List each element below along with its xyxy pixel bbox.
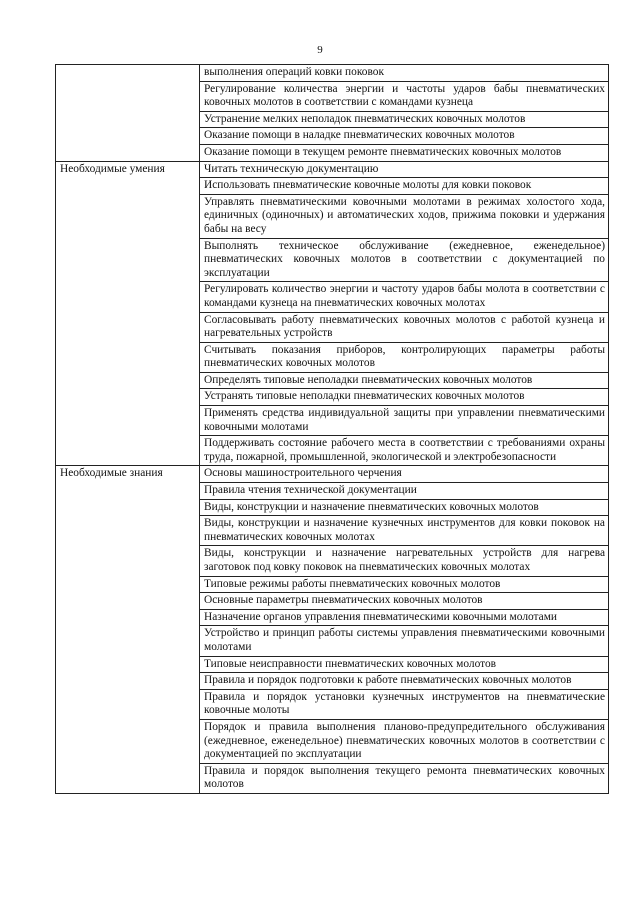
requirement-item: Правила чтения технической документации	[200, 483, 609, 500]
requirement-item: Порядок и правила выполнения планово-предупредительного обслуживания (ежедневное, еженедельное) пневматических ковочных молотов в соответствии с документацией по эксплуатации	[200, 719, 609, 763]
requirement-item: Правила и порядок выполнения текущего ремонта пневматических ковочных молотов	[200, 763, 609, 793]
requirement-item: Устранять типовые неполадки пневматических ковочных молотов	[200, 389, 609, 406]
requirement-item: Оказание помощи в наладке пневматических ковочных молотов	[200, 128, 609, 145]
requirement-item: Типовые неисправности пневматических ковочных молотов	[200, 656, 609, 673]
page-number: 9	[317, 44, 323, 56]
table-row	[56, 161, 609, 178]
requirement-item: Устранение мелких неполадок пневматических ковочных молотов	[200, 111, 609, 128]
table-row	[56, 65, 609, 82]
requirement-item: Виды, конструкции и назначение нагревательных устройств для нагрева заготовок под ковку поковок на пневматических ковочных молотах	[200, 546, 609, 576]
requirement-item: Основные параметры пневматических ковочных молотов	[200, 593, 609, 610]
requirement-item: Выполнять техническое обслуживание (ежедневное, еженедельное) пневматических ковочных молотов в соответствии с документацией по эксплуатации	[200, 238, 609, 282]
requirements-table-body	[56, 65, 609, 794]
requirement-item: Основы машиностроительного черчения	[200, 466, 609, 483]
requirement-item: Правила и порядок установки кузнечных инструментов на пневматические ковочные молоты	[200, 689, 609, 719]
requirement-item: Регулирование количества энергии и частоты ударов бабы пневматических ковочных молотов в соответствии с командами кузнеца	[200, 81, 609, 111]
requirement-item: Управлять пневматическими ковочными молотами в режимах холостого хода, единичных (одиночных) и автоматических ходов, прижима поковки и удержания бабы на весу	[200, 194, 609, 238]
requirement-item: Виды, конструкции и назначение пневматических ковочных молотов	[200, 499, 609, 516]
requirement-item: Читать техническую документацию	[200, 161, 609, 178]
requirement-item: Считывать показания приборов, контролирующих параметры работы пневматических ковочных молотов	[200, 342, 609, 372]
requirement-item: Правила и порядок подготовки к работе пневматических ковочных молотов	[200, 673, 609, 690]
requirement-item: Определять типовые неполадки пневматических ковочных молотов	[200, 372, 609, 389]
requirement-item: выполнения операций ковки поковок	[200, 65, 609, 82]
requirement-item: Регулировать количество энергии и частоту ударов бабы молота в соответствии с командами кузнеца на пневматических ковочных молотах	[200, 282, 609, 312]
table-row	[56, 466, 609, 483]
requirement-item: Использовать пневматические ковочные молоты для ковки поковок	[200, 178, 609, 195]
section-label	[56, 65, 200, 162]
section-label: Необходимые знания	[56, 466, 200, 793]
requirement-item: Поддерживать состояние рабочего места в соответствии с требованиями охраны труда, пожарной, промышленной, экологической и электробезопасности	[200, 436, 609, 466]
requirements-table	[55, 64, 609, 794]
section-label: Необходимые умения	[56, 161, 200, 466]
requirement-item: Типовые режимы работы пневматических ковочных молотов	[200, 576, 609, 593]
requirement-item: Согласовывать работу пневматических ковочных молотов с работой кузнеца и нагревательных устройств	[200, 312, 609, 342]
requirement-item: Устройство и принцип работы системы управления пневматическими ковочными молотами	[200, 626, 609, 656]
requirement-item: Назначение органов управления пневматическими ковочными молотами	[200, 609, 609, 626]
requirement-item: Виды, конструкции и назначение кузнечных инструментов для ковки поковок на пневматических ковочных молотах	[200, 516, 609, 546]
requirement-item: Применять средства индивидуальной защиты при управлении пневматическими ковочными молотами	[200, 406, 609, 436]
requirement-item: Оказание помощи в текущем ремонте пневматических ковочных молотов	[200, 144, 609, 161]
